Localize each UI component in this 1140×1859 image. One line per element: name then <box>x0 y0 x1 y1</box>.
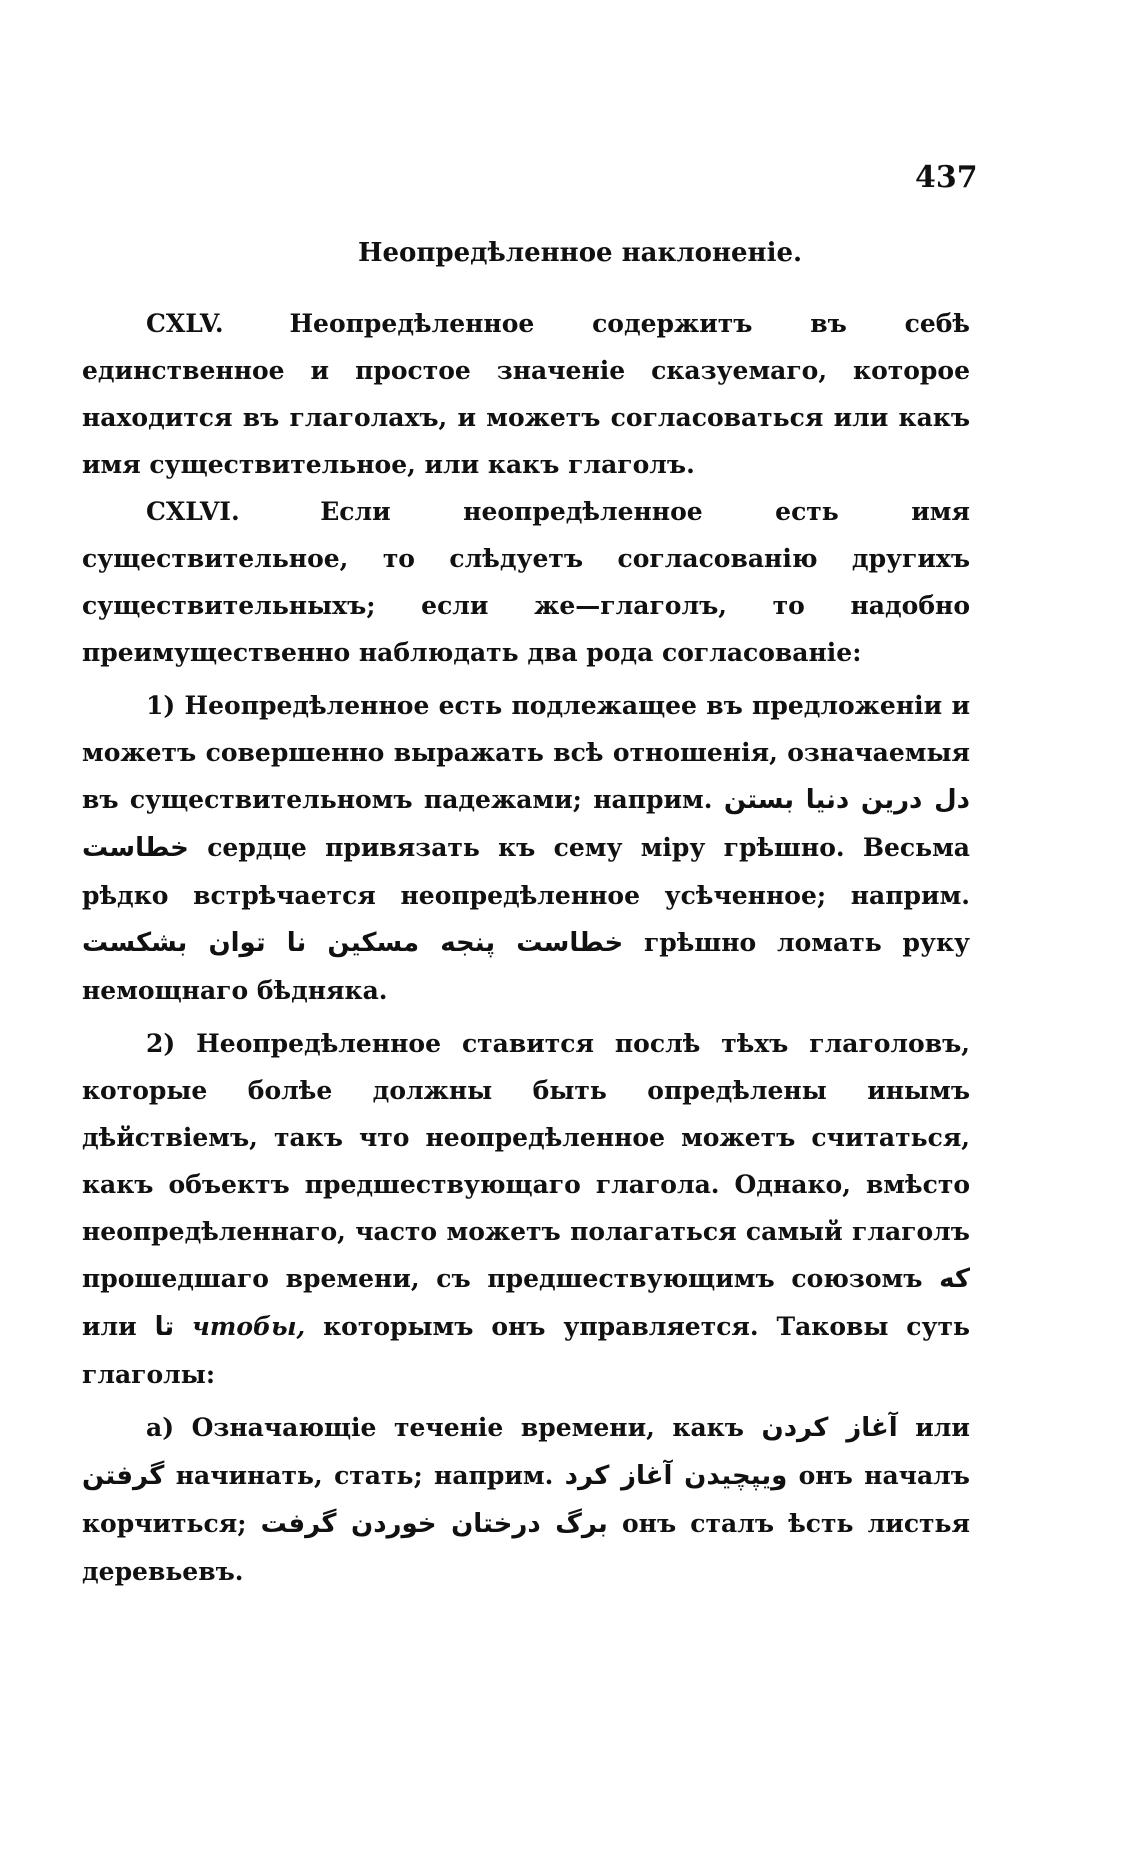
item-a-number: a) <box>146 1413 175 1442</box>
item-a-text-c: онъ началъ корчиться; <box>82 1461 970 1538</box>
item-2-text-a: Неопредѣленное ставится послѣ тѣхъ глаголовъ, которые болѣе должны быть опредѣлены инымъ дѣйствіемъ, такъ что неопредѣленное можетъ считаться, какъ объектъ предшествующаго глагола. Однако, вмѣсто неопредѣленнаго, часто можетъ полагаться самый глаголъ прошедшаго времени, съ предшествующимъ союзомъ <box>82 1029 970 1293</box>
arabic-example-3: ويپچيدن آغاز كرد <box>564 1461 788 1491</box>
section-heading: Неопредѣленное наклоненіе. <box>357 238 803 268</box>
paragraph-cxlv <box>82 300 970 488</box>
arabic-verb-gereftan: گرفتن <box>82 1461 165 1491</box>
item-2-number: 2) <box>146 1029 176 1058</box>
item-1-text-c: грѣшно ломать руку немощнаго бѣдняка. <box>82 928 970 1005</box>
paragraph-cxlvi-text: Если неопредѣленное есть имя существительное, то слѣдуетъ согласованію другихъ существительныхъ; если же—глаголъ, то надобно преимущественно наблюдать два рода согласованіе: <box>82 497 970 667</box>
paragraph-item-a <box>82 1404 970 1595</box>
item-2-or: или <box>82 1312 137 1341</box>
item-2-text-b: которымъ онъ управляется. Таковы суть глаголы: <box>82 1312 970 1389</box>
arabic-example-4: برگ درختان خوردن گرفت <box>260 1509 608 1539</box>
arabic-example-2: خطاست پنجه مسکين نا توان بشکست <box>82 928 624 958</box>
page-number: 437 <box>915 160 978 195</box>
item-a-text-d: онъ сталъ ѣсть листья деревьевъ. <box>82 1509 970 1586</box>
item-1-text-a: Неопредѣленное есть подлежащее въ предложеніи и можетъ совершенно выражать всѣ отношенія, означаемыя въ существительномъ падежами; наприм. <box>82 691 970 814</box>
item-1-number: 1) <box>146 691 176 720</box>
item-1-text-b: сердце привязать къ сему міру грѣшно. Весьма рѣдко встрѣчается неопредѣленное усѣченное; наприм. <box>82 833 970 910</box>
paragraph-item-2 <box>82 1020 970 1398</box>
arabic-conj-ke: که <box>939 1264 970 1294</box>
paragraph-item-1 <box>82 682 970 1014</box>
section-label-cxlvi: CXLVI. <box>146 497 240 526</box>
paragraph-cxlv-text: Неопредѣленное содержитъ въ себѣ единственное и простое значеніе сказуемаго, которое находится въ глаголахъ, и можетъ согласоваться или какъ имя существительное, или какъ глаголъ. <box>82 309 970 479</box>
item-a-or: или <box>915 1413 970 1442</box>
paragraph-cxlvi <box>82 488 970 676</box>
section-label-cxlv: CXLV. <box>146 309 224 338</box>
arabic-verb-aghaz: آغاز کردن <box>761 1413 898 1443</box>
page-body <box>82 300 970 1595</box>
arabic-example-1: دل درين دنيا بستن خطاست <box>82 785 970 863</box>
item-2-italic-chtoby: чтобы, <box>192 1312 306 1341</box>
arabic-conj-ta: تا <box>154 1312 175 1342</box>
item-a-text-b: начинать, стать; наприм. <box>175 1461 554 1490</box>
item-a-text-a: Означающіе теченіе времени, какъ <box>191 1413 744 1442</box>
